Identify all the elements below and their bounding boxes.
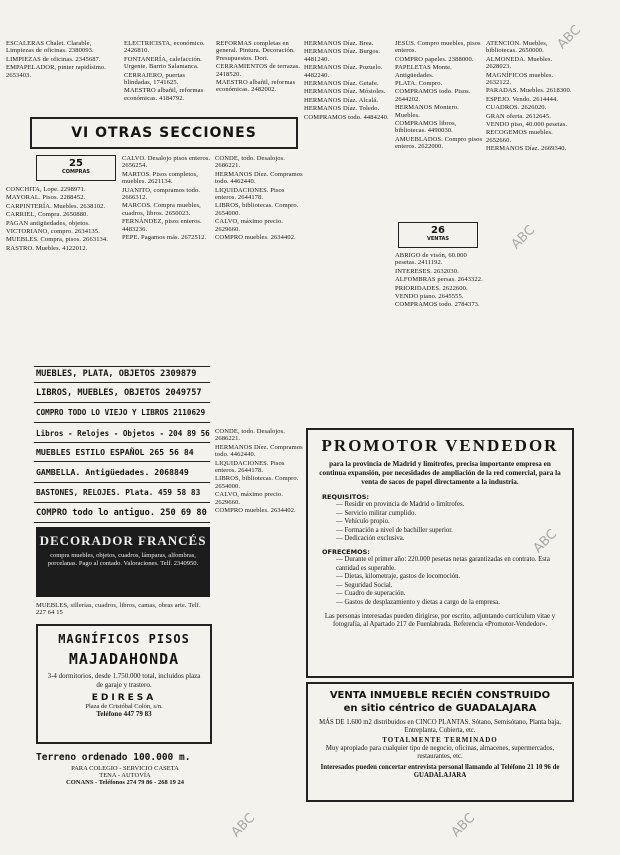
big-line-ad: COMPRO todo lo antiguo. 250 69 80 <box>36 508 207 518</box>
classified-item: HERMANOS Díaz. Móstoles. <box>304 88 386 96</box>
majadahonda-body: 3-4 dormitorios, desde 1.750.000 total, incluidos plaza de garaje y trastero. <box>47 672 201 689</box>
divider <box>34 382 210 383</box>
big-line-ad: MUEBLES ESTILO ESPAÑOL 265 56 84 <box>36 447 194 457</box>
classified-item: AMUEBLADOS. Compro pisos enteros. 2622000. <box>395 135 483 151</box>
terreno-headline: Terreno ordenado 100.000 m. <box>36 752 191 763</box>
divider <box>34 442 210 443</box>
ofrecemos-item: — Cuadro de superación. <box>336 590 406 598</box>
classified-item: HERMANOS Díaz. Getafe. <box>304 80 379 88</box>
divider <box>34 422 210 423</box>
promotor-title: PROMOTOR VENDEDOR <box>321 436 559 455</box>
requisito-item: — Formación a nivel de bachiller superior. <box>336 526 453 534</box>
classified-item: CERRAJERO, puertas blindadas, 1741625. <box>124 71 186 87</box>
classified-item: MAESTRO albañil, reformas económicas. 2482002. <box>216 79 296 94</box>
classified-item: CONCHITA, Lope. 2298971. <box>6 186 86 193</box>
compras-category-box <box>36 155 116 181</box>
classified-item: PRIORIDADES. 2622600. <box>395 284 468 292</box>
classified-item: CALVO, máximo precio. 2629660. <box>215 491 283 506</box>
classified-item: ATENCIÓN. Muebles, bibliotecas. 2650000. <box>486 40 548 55</box>
section-title: VI OTRAS SECCIONES <box>71 125 257 141</box>
requisito-item: — Residir en provincia de Madrid o limítrofes. <box>336 501 465 508</box>
classified-item: MUEBLES. Compra, pisos. 2663134. <box>6 236 108 244</box>
classified-item: LIMPIEZAS de oficinas. 2345687. <box>6 55 101 63</box>
compras-number: 25 <box>69 158 83 169</box>
hermanos-column <box>304 40 392 425</box>
classified-item: MUEBLES, sillerías, cuadros, libros, camas, obras arte. Telf. 227 64 15 <box>36 602 201 617</box>
mid-lower-listings <box>215 428 307 823</box>
top-col-1 <box>6 40 116 110</box>
majadahonda-phone: Teléfono 447 79 83 <box>96 710 152 718</box>
compras-label: COMPRAS <box>62 169 90 175</box>
classified-item: CONDE, todo. Desalojos. 2686221. <box>215 428 286 443</box>
majadahonda-ad <box>36 624 212 744</box>
ventas-category-box <box>398 222 478 248</box>
classified-item: HERMANOS Díaz. Alcalá. <box>304 96 379 104</box>
classified-item: CUADROS. 2626020. <box>486 104 547 112</box>
classified-item: COMPRAMOS libros, bibliotecas. 4490030. <box>395 120 457 135</box>
classified-item: HERMANOS Díaz. Pozuelo. 4482240. <box>304 64 383 79</box>
guadalajara-ad <box>306 682 574 802</box>
requisitos-list <box>308 501 572 544</box>
classified-item: COMPRAMOS todo. Pisos. 2644202. <box>395 88 471 103</box>
classified-item: LIBROS, bibliotecas. Compro. 2654000. <box>215 202 299 217</box>
classified-item: CERRAMIENTOS de terrazas. 2418520. <box>216 63 301 78</box>
divider <box>34 522 210 523</box>
guadalajara-highlight: TOTALMENTE TERMINADO <box>382 735 498 744</box>
big-line-ad: BASTONES, RELOJES. Plata. 459 58 83 <box>36 488 201 497</box>
decorador-text: compra muebles, objetos, cuadros, lámparas, alfombras, porcelanas. Pago al contado. Valoraciones. Telf. 2340950. <box>47 552 199 567</box>
classified-item: CALVO. Desalojo pisos enteros. 2656254. <box>122 155 211 170</box>
classified-item: PARADAS. Muebles. 2618300. <box>486 87 572 95</box>
classified-item: PLATA. Compro. <box>395 80 443 88</box>
guadalajara-body: MÁS DE 1.600 m2 distribuidos en CINCO PLANTAS. Sótano, Semisótano, Planta baja, Entreplanta, Cubierta, etc. <box>319 719 561 735</box>
requisito-item: — Servicio militar cumplido. <box>336 509 417 517</box>
column-5-ventas <box>395 252 483 424</box>
compras-mid2-column <box>215 155 303 423</box>
muebles-note <box>36 602 212 620</box>
classified-item: MAESTRO albañil, reformas económicas. 4184792. <box>124 87 204 102</box>
classified-item: CARRIEL, Compra. 2650880. <box>6 211 89 219</box>
divider <box>34 502 210 503</box>
divider <box>34 366 210 367</box>
column-5-top <box>395 40 483 215</box>
classified-item: FERNÁNDEZ, pisos enteros. 4483236. <box>122 218 202 233</box>
classified-item: ALFOMBRAS persas. 2643322. <box>395 276 483 284</box>
requisitos-label: REQUISITOS: <box>322 493 370 501</box>
abc-watermark: ABC <box>554 22 585 53</box>
classified-item: JUANITO, compramos todo. 2666312. <box>122 186 201 202</box>
guadalajara-contact: Interesados pueden concertar entrevista personal llamando al Teléfono 21 10 96 de GUADALAJARA <box>320 763 560 780</box>
classified-item: CONDE, todo. Desalojos. 2686221. <box>215 155 286 170</box>
classified-item: HERMANOS Díez. Compramos todo. 4462440. <box>215 443 303 459</box>
terreno-line3: TENA - AUTOVÍA <box>99 772 151 779</box>
classified-item: VICTORIANO, compro. 2634135. <box>6 228 100 236</box>
abc-watermark: ABC <box>530 526 561 557</box>
classified-item: HERMANOS Díaz. Burgos. 4481240. <box>304 48 381 63</box>
big-line-ad: Libros - Relojes - Objetos - 204 89 56 <box>36 429 210 438</box>
classified-item: REFORMAS completas en general. Pintura. Decoración. Presupuestos. Dori. <box>216 40 295 62</box>
divider <box>34 402 210 403</box>
classified-item: RASTRO. Muebles. 4122012. <box>6 244 88 252</box>
classified-item: LIQUIDACIONES. Pisos enteros. 2644178. <box>215 459 285 475</box>
classified-item: HERMANOS Díaz. Toledo. <box>304 105 380 113</box>
abc-watermark: ABC <box>228 810 259 841</box>
ofrecemos-item: — Dietas, kilometraje, gastos de locomoción. <box>336 573 461 581</box>
requisito-item: — Dedicación exclusiva. <box>336 535 405 543</box>
promotor-footer: Las personas interesadas pueden dirigirse, por escrito, adjuntando currículum vitae y fotografía, al Apartado 217 de Fuenlabrada. Referencia «Promotor-Vendedor». <box>324 612 556 628</box>
top-col-3 <box>216 40 304 112</box>
classified-item: MARCOS. Compra muebles, cuadros, libros. 2650023. <box>122 202 201 217</box>
classified-item: LIQUIDACIONES. Pisos enteros. 2644178. <box>215 186 285 202</box>
classified-item: RECOGEMOS muebles. 2652660. <box>486 129 553 144</box>
ofrecemos-item: — Seguridad Social. <box>336 581 393 589</box>
classified-item: LIBROS, bibliotecas. Compro. 2654000. <box>215 475 299 490</box>
classified-item: COMPRAMOS todo. 2784373. <box>395 301 480 309</box>
ofrecemos-list <box>308 556 572 608</box>
ofrecemos-label: OFRECEMOS: <box>322 547 370 556</box>
majadahonda-title2: MAJADAHONDA <box>68 650 180 668</box>
classified-item: JESÚS. Compro muebles, pisos enteros. <box>395 40 481 55</box>
classified-item: COMPRAMOS todo. 4484240. <box>304 113 389 121</box>
ventas-label: VENTAS <box>427 236 449 242</box>
majadahonda-address: Plaza de Cristóbal Colón, s/n. <box>85 703 163 710</box>
compras-left-column <box>6 186 118 358</box>
divider <box>34 482 210 483</box>
classified-item: CALVO, máximo precio. 2629660. <box>215 218 283 233</box>
majadahonda-company: EDIRESA <box>91 693 157 703</box>
classified-item: INTERESES. 2632030. <box>395 267 459 275</box>
classified-item: FONTANERÍA, calefacción. Urgente. Barrio Salamanca. <box>124 55 202 71</box>
classified-item: GRAN oferta. 2612645. <box>486 112 551 120</box>
big-line-ad: COMPRO TODO LO VIEJO Y LIBROS 2110629 <box>36 408 206 417</box>
requisito-item: — Vehículo propio. <box>336 518 390 526</box>
ventas-number: 26 <box>431 225 445 236</box>
big-line-ad: GAMBELLA. Antigüedades. 2068849 <box>36 467 189 477</box>
classified-item: EMPAPELADOR, pinter rapidísimo. 2653403. <box>6 64 106 79</box>
abc-watermark: ABC <box>508 222 539 253</box>
promotor-ad <box>306 428 574 678</box>
divider <box>34 461 210 462</box>
classified-item: COMPRO muebles. 2634402. <box>215 234 296 242</box>
classified-item: PAPELETAS Monte. Antigüedades. <box>395 64 452 79</box>
classified-item: COMPRO muebles. 2634402. <box>215 507 296 515</box>
classified-item: CARPINTERÍA. Muebles. 2638102. <box>6 202 106 210</box>
classified-item: ALMONEDA. Muebles. 2628023. <box>486 55 553 71</box>
classified-item: ABRIGO de visón, 60.000 pesetas. 2411192. <box>395 252 467 267</box>
ofrecemos-item: — Gastos de desplazamiento y dietas a cargo de la empresa. <box>336 598 500 606</box>
classified-item: ESPEJO. Vendo. 2614444. <box>486 95 559 103</box>
compras-mid-column <box>122 155 212 363</box>
classified-item: PEPE. Pagamos más. 2672512. <box>122 234 207 242</box>
big-line-ad: LIBROS, MUEBLES, OBJETOS 2049757 <box>36 388 202 398</box>
classified-item: MARTOS. Pisos completos, muebles. 2621134. <box>122 170 198 186</box>
classified-item: HERMANOS Díez. Compramos todo. 4462440. <box>215 170 303 186</box>
terreno-ad <box>36 752 214 792</box>
classified-item: VENDO piso, 40.000 pesetas. <box>486 121 568 129</box>
majadahonda-title1: MAGNÍFICOS PISOS <box>58 632 190 646</box>
section-header-box <box>30 117 298 149</box>
decorador-ad <box>36 527 210 597</box>
classified-item: COMPRO papeles. 2388000. <box>395 55 474 63</box>
guadalajara-title1: VENTA INMUEBLE RECIÉN CONSTRUIDO <box>329 690 551 701</box>
classified-item: PAGAN antigüedades, objetos. <box>6 219 90 227</box>
classified-item: ESCALERAS Chalet. Clarable, Limpiezas de oficinas. 2380093. <box>6 40 94 55</box>
classified-item: ELECTRICISTA, económico. 2426810. <box>124 40 205 55</box>
top-col-2 <box>124 40 212 112</box>
classified-item: HERMANOS Díaz. Brea. <box>304 40 374 47</box>
guadalajara-title2: en sitio céntrico de GUADALAJARA <box>343 703 537 714</box>
classified-item: MAYORAL. Pisos. 2288452. <box>6 194 86 202</box>
decorador-title: DECORADOR FRANCÉS <box>39 533 207 548</box>
classified-item: VENDO piano. 2645555. <box>395 293 464 301</box>
terreno-line4: CONANS - Teléfonos 274 79 86 - 268 19 24 <box>66 779 184 786</box>
guadalajara-body2: Muy apropiado para cualquier tipo de negocio, oficinas, almacenes, supermercados, restaurantes, etc. <box>325 744 555 761</box>
ofrecemos-item: — Durante el primer año: 220.000 pesetas netas garantizadas en contrato. Esta cantidad es superable. <box>336 555 550 572</box>
classified-item: HERMANOS Díaz. 2669340. <box>486 145 567 153</box>
classified-item: HERMANOS Montero. Muebles. <box>395 104 459 119</box>
promotor-intro: para la provincia de Madrid y limítrofes, precisa importante empresa en continua expansión, por necesidades de ampliación de la red comercial, para la venta de sacos de papel directamente a la industria. <box>319 460 561 486</box>
classified-item: MAGNÍFICOS muebles. 2632122. <box>486 71 554 87</box>
big-line-ad: MUEBLES, PLATA, OBJETOS 2309879 <box>36 369 197 379</box>
abc-watermark: ABC <box>448 810 479 841</box>
terreno-line2: PARA COLEGIO - SERVICIO CASETA <box>71 765 179 772</box>
